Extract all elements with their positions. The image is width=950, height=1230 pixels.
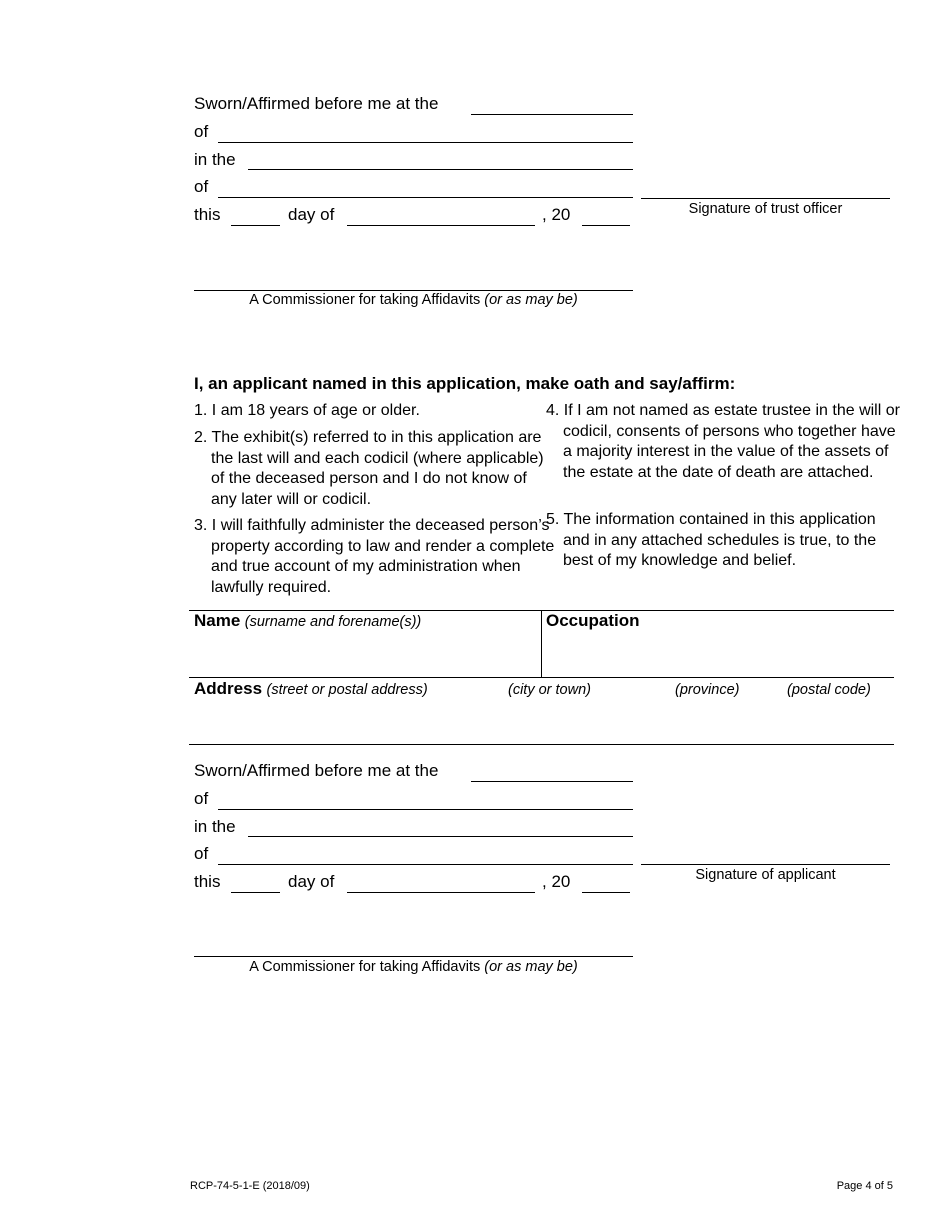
commissioner-signature-line[interactable]: [194, 290, 633, 291]
applicant-signature-line[interactable]: [641, 864, 890, 865]
occupation-input[interactable]: [546, 630, 886, 674]
address-hint: (street or postal address): [266, 682, 428, 698]
commissioner-note: (or as may be): [484, 292, 578, 308]
jurat-line3-label: in the: [194, 150, 236, 169]
region-type-field[interactable]: [248, 836, 633, 837]
commissioner-label: A Commissioner for taking Affidavits: [249, 292, 481, 308]
name-cell-label: [194, 611, 421, 631]
table-bottom-border: [189, 744, 894, 745]
municipality-field[interactable]: [218, 809, 633, 810]
name-input[interactable]: [194, 630, 534, 674]
commissioner-label: A Commissioner for taking Affidavits: [249, 959, 481, 975]
name-label: Name: [194, 611, 241, 630]
jurat-this-label: this: [194, 205, 221, 224]
form-code: RCP-74-5-1-E (2018/09): [190, 1180, 310, 1192]
address-label: Address: [194, 679, 263, 698]
province-hint: (province): [675, 682, 740, 698]
commissioner-signature-line[interactable]: [194, 956, 633, 957]
year-field[interactable]: [582, 892, 630, 893]
oath-item-1: [194, 401, 556, 422]
oath-item-3: [194, 516, 556, 598]
oath-item-number: 2.: [194, 429, 208, 446]
trust-officer-signature-label: Signature of trust officer: [688, 201, 843, 217]
jurat-this-label: this: [194, 872, 221, 891]
municipality-field[interactable]: [218, 142, 633, 143]
applicant-signature-label: Signature of applicant: [695, 867, 836, 883]
oath-item-5: [546, 510, 903, 572]
oath-item-number: 3.: [194, 517, 208, 534]
oath-item-2: [194, 428, 556, 510]
oath-item-text: If I am not named as estate trustee in the will or codicil, consents of persons who together have a majority interest in the value of the assets of the estate at the date of death are attached.: [563, 402, 900, 481]
table-column-divider: [541, 610, 542, 677]
commissioner-note: (or as may be): [484, 959, 578, 975]
region-type-field[interactable]: [248, 169, 633, 170]
jurat-dayof-label: day of: [288, 205, 335, 224]
postal-code-hint: (postal code): [787, 682, 871, 698]
day-field[interactable]: [231, 892, 280, 893]
city-hint: (city or town): [508, 682, 591, 698]
oath-heading: I, an applicant named in this application, make oath and say/affirm:: [194, 374, 736, 393]
jurat-year-label: , 20: [542, 872, 571, 891]
occupation-cell-label: [546, 611, 640, 631]
jurat-line4-label: of: [194, 844, 209, 863]
trust-officer-signature-line[interactable]: [641, 198, 890, 199]
region-name-field[interactable]: [218, 864, 633, 865]
name-hint: (surname and forename(s)): [244, 614, 422, 630]
jurat-line3-label: in the: [194, 817, 236, 836]
jurat-line2-label: of: [194, 122, 209, 141]
jurat-line4-label: of: [194, 177, 209, 196]
oath-item-text: The information contained in this application and in any attached schedules is true, to the best of my knowledge and belief.: [563, 511, 877, 569]
jurat-line2-label: of: [194, 789, 209, 808]
month-field[interactable]: [347, 892, 535, 893]
occupation-label: Occupation: [546, 611, 640, 630]
region-name-field[interactable]: [218, 197, 633, 198]
oath-item-number: 5.: [546, 511, 560, 528]
jurat-dayof-label: day of: [288, 872, 335, 891]
commissioner-caption: [194, 292, 633, 308]
place-field[interactable]: [471, 114, 633, 115]
oath-item-number: 4.: [546, 402, 560, 419]
oath-item-4: [546, 401, 903, 483]
address-cell-label: [194, 679, 428, 699]
oath-item-text: The exhibit(s) referred to in this application are the last will and each codicil (where applicable) of the deceased person and I do not know of any later will or codicil.: [211, 429, 544, 508]
oath-item-text: I will faithfully administer the deceased person’s property according to law and render a complete and true account of my administration when lawfully required.: [211, 517, 555, 596]
address-input[interactable]: [194, 700, 889, 740]
page-number: Page 4 of 5: [836, 1180, 893, 1192]
day-field[interactable]: [231, 225, 280, 226]
jurat-year-label: , 20: [542, 205, 571, 224]
place-field[interactable]: [471, 781, 633, 782]
jurat-line1-label: Sworn/Affirmed before me at the: [194, 94, 439, 113]
commissioner-caption: [194, 959, 633, 975]
oath-item-text: I am 18 years of age or older.: [211, 402, 420, 419]
month-field[interactable]: [347, 225, 535, 226]
table-middle-border: [189, 677, 894, 678]
oath-item-number: 1.: [194, 402, 208, 419]
jurat-line1-label: Sworn/Affirmed before me at the: [194, 761, 439, 780]
year-field[interactable]: [582, 225, 630, 226]
